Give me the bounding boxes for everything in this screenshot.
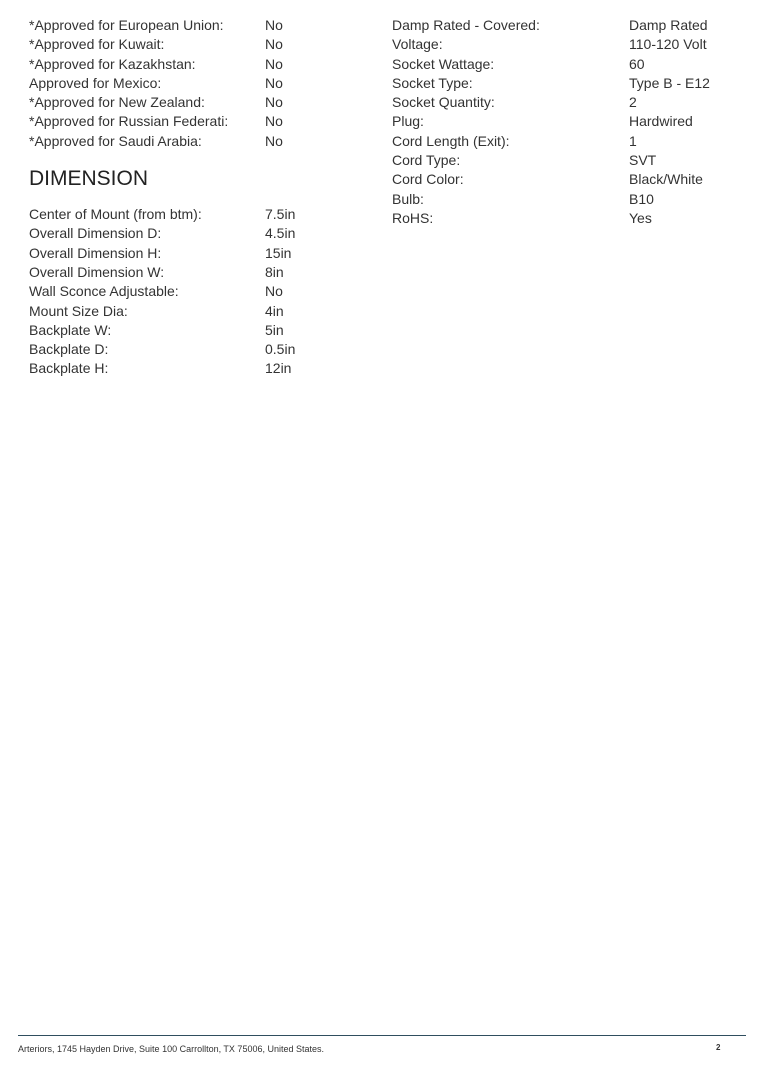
spec-row bbox=[29, 112, 359, 131]
spec-row bbox=[29, 93, 359, 112]
spec-row bbox=[392, 132, 742, 151]
spec-row bbox=[29, 74, 359, 93]
spec-label: *Approved for New Zealand: bbox=[29, 94, 205, 111]
spec-value: No bbox=[265, 132, 283, 149]
spec-label: Cord Length (Exit): bbox=[392, 132, 510, 149]
electrical-list bbox=[392, 16, 742, 228]
spec-value: No bbox=[265, 113, 283, 130]
spec-value: 0.5in bbox=[265, 341, 296, 358]
spec-label: Cord Type: bbox=[392, 152, 461, 169]
spec-row bbox=[29, 55, 359, 74]
spec-label: Socket Quantity: bbox=[392, 94, 495, 111]
spec-label: Socket Type: bbox=[392, 74, 473, 91]
spec-value: Yes bbox=[629, 209, 652, 226]
spec-row bbox=[29, 205, 359, 224]
spec-label: Socket Wattage: bbox=[392, 55, 495, 72]
spec-value: Hardwired bbox=[629, 113, 693, 130]
page-number: 2 bbox=[716, 1043, 721, 1052]
spec-label: *Approved for Russian Federati: bbox=[29, 113, 229, 130]
spec-value: No bbox=[265, 55, 283, 72]
spec-value: 110-120 Volt bbox=[629, 36, 707, 53]
spec-value: Damp Rated bbox=[629, 17, 708, 33]
spec-row bbox=[392, 209, 742, 228]
spec-row bbox=[29, 132, 359, 151]
spec-row bbox=[392, 190, 742, 209]
spec-label: Overall Dimension D: bbox=[29, 225, 162, 242]
spec-row bbox=[29, 359, 359, 378]
spec-label: Overall Dimension W: bbox=[29, 263, 165, 280]
spec-value: Black/White bbox=[629, 171, 703, 188]
spec-row bbox=[392, 112, 742, 131]
left-column bbox=[29, 16, 359, 379]
spec-row bbox=[29, 16, 359, 35]
spec-row bbox=[29, 244, 359, 263]
spec-value: 8in bbox=[265, 263, 284, 280]
spec-label: *Approved for European Union: bbox=[29, 17, 224, 33]
spec-row bbox=[392, 170, 742, 189]
footer-address: Arteriors, 1745 Hayden Drive, Suite 100 Carrollton, TX 75006, United States. bbox=[18, 1044, 324, 1054]
spec-row bbox=[392, 93, 742, 112]
spec-value: 2 bbox=[629, 94, 637, 111]
spec-row bbox=[392, 74, 742, 93]
spec-label: Cord Color: bbox=[392, 171, 464, 188]
spec-row bbox=[29, 340, 359, 359]
spec-label: Overall Dimension H: bbox=[29, 244, 162, 261]
spec-row bbox=[392, 55, 742, 74]
spec-row bbox=[392, 151, 742, 170]
section-title-dimension: DIMENSION bbox=[29, 167, 149, 191]
spec-row bbox=[29, 302, 359, 321]
spec-label: Damp Rated - Covered: bbox=[392, 17, 540, 33]
spec-value: 1 bbox=[629, 132, 637, 149]
spec-value: Type B - E12 bbox=[629, 74, 710, 91]
dimension-list bbox=[29, 205, 359, 379]
spec-value: 7.5in bbox=[265, 206, 296, 223]
spec-value: SVT bbox=[629, 152, 657, 169]
spec-label: *Approved for Kazakhstan: bbox=[29, 55, 196, 72]
spec-value: 4.5in bbox=[265, 225, 296, 242]
spec-row bbox=[29, 321, 359, 340]
spec-label: Backplate H: bbox=[29, 360, 109, 377]
spec-row bbox=[29, 263, 359, 282]
spec-value: No bbox=[265, 283, 283, 300]
spec-value: No bbox=[265, 74, 283, 91]
spec-label: Plug: bbox=[392, 113, 424, 130]
footer-divider bbox=[18, 1035, 746, 1036]
spec-value: No bbox=[265, 94, 283, 111]
spec-value: 15in bbox=[265, 244, 292, 261]
spec-value: 60 bbox=[629, 55, 645, 72]
spec-row bbox=[29, 224, 359, 243]
spec-value: B10 bbox=[629, 190, 654, 207]
spec-label: Voltage: bbox=[392, 36, 443, 53]
spec-row bbox=[392, 35, 742, 54]
spec-label: Approved for Mexico: bbox=[29, 74, 162, 91]
spec-label: Mount Size Dia: bbox=[29, 302, 128, 319]
spec-label: Backplate D: bbox=[29, 341, 109, 358]
approvals-list bbox=[29, 16, 359, 151]
spec-value: 4in bbox=[265, 302, 284, 319]
spec-row bbox=[392, 16, 742, 35]
spec-label: Bulb: bbox=[392, 190, 424, 207]
spec-value: 12in bbox=[265, 360, 292, 377]
spec-label: Backplate W: bbox=[29, 321, 112, 338]
spec-label: Center of Mount (from btm): bbox=[29, 206, 202, 223]
spec-value: No bbox=[265, 36, 283, 53]
spec-row bbox=[29, 282, 359, 301]
spec-label: Wall Sconce Adjustable: bbox=[29, 283, 179, 300]
spec-value: 5in bbox=[265, 321, 284, 338]
spec-value: No bbox=[265, 17, 283, 33]
spec-row bbox=[29, 35, 359, 54]
right-column bbox=[392, 16, 742, 228]
spec-label: RoHS: bbox=[392, 209, 434, 226]
spec-label: *Approved for Saudi Arabia: bbox=[29, 132, 202, 149]
spec-label: *Approved for Kuwait: bbox=[29, 36, 165, 53]
